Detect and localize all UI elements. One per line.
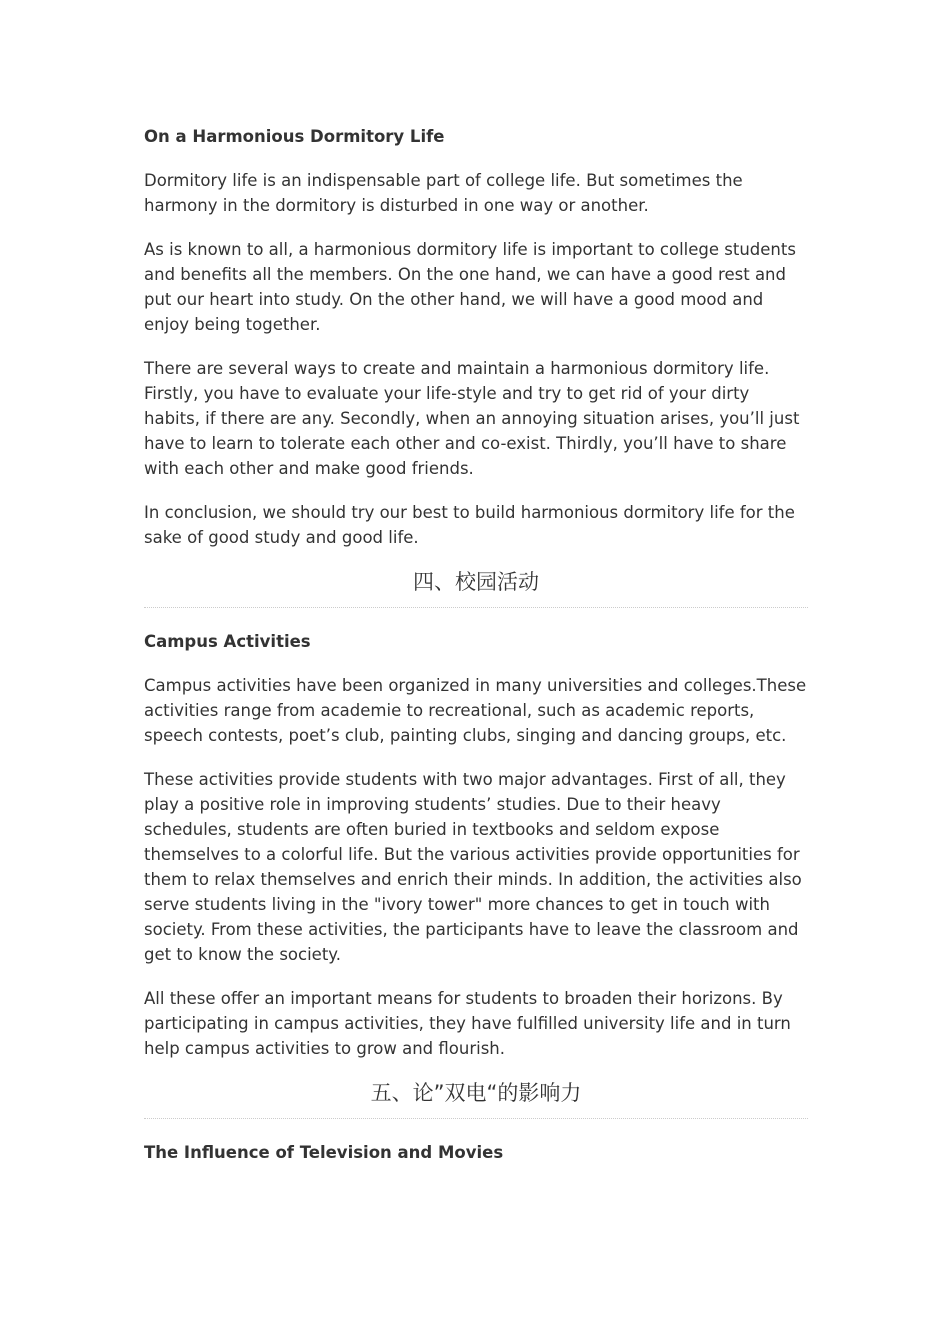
paragraph: There are several ways to create and maintain a harmonious dormitory life. Firstly, you have to evaluate your life-style and try to get rid of your dirty habits, if there are any. Secondly, when an annoying situation arises, you’ll just have to learn to tolerate each other and co-exist. Thirdly, you’ll have to share with each other and make good friends. (144, 359, 800, 478)
section-heading-tv-movies: 五、论”双电“的影响力 (144, 1080, 808, 1119)
essay-title-campus-activities: Campus Activities (144, 632, 311, 651)
paragraph: Campus activities have been organized in many universities and colleges.These activities range from academie to recreational, such as academic reports, speech contests, poet’s club, painting clubs, singing and dancing groups, etc. (144, 676, 807, 745)
paragraph: All these offer an important means for students to broaden their horizons. By participating in campus activities, they have fulfilled university life and in turn help campus activities to grow and flourish. (144, 989, 791, 1058)
paragraph: These activities provide students with two major advantages. First of all, they play a positive role in improving students’ studies. Due to their heavy schedules, students are often buried in textbooks and seldom expose themselves to a colorful life. But the various activities provide opportunities for them to relax themselves and enrich their minds. In addition, the activities also serve students living in the "ivory tower" more chances to get in touch with society. From these activities, the participants have to leave the classroom and get to know the society. (144, 770, 802, 964)
paragraph: In conclusion, we should try our best to build harmonious dormitory life for the sake of good study and good life. (144, 503, 795, 547)
section-heading-campus-activities: 四、校园活动 (144, 569, 808, 608)
paragraph: As is known to all, a harmonious dormitory life is important to college students and benefits all the members. On the one hand, we can have a good rest and put our heart into study. On the other hand, we will have a good mood and enjoy being together. (144, 240, 796, 334)
essay-title-dormitory: On a Harmonious Dormitory Life (144, 127, 445, 146)
document-page (144, 124, 808, 1184)
essay-title-tv-movies: The Influence of Television and Movies (144, 1143, 504, 1162)
paragraph: Dormitory life is an indispensable part of college life. But sometimes the harmony in the dormitory is disturbed in one way or another. (144, 171, 743, 215)
